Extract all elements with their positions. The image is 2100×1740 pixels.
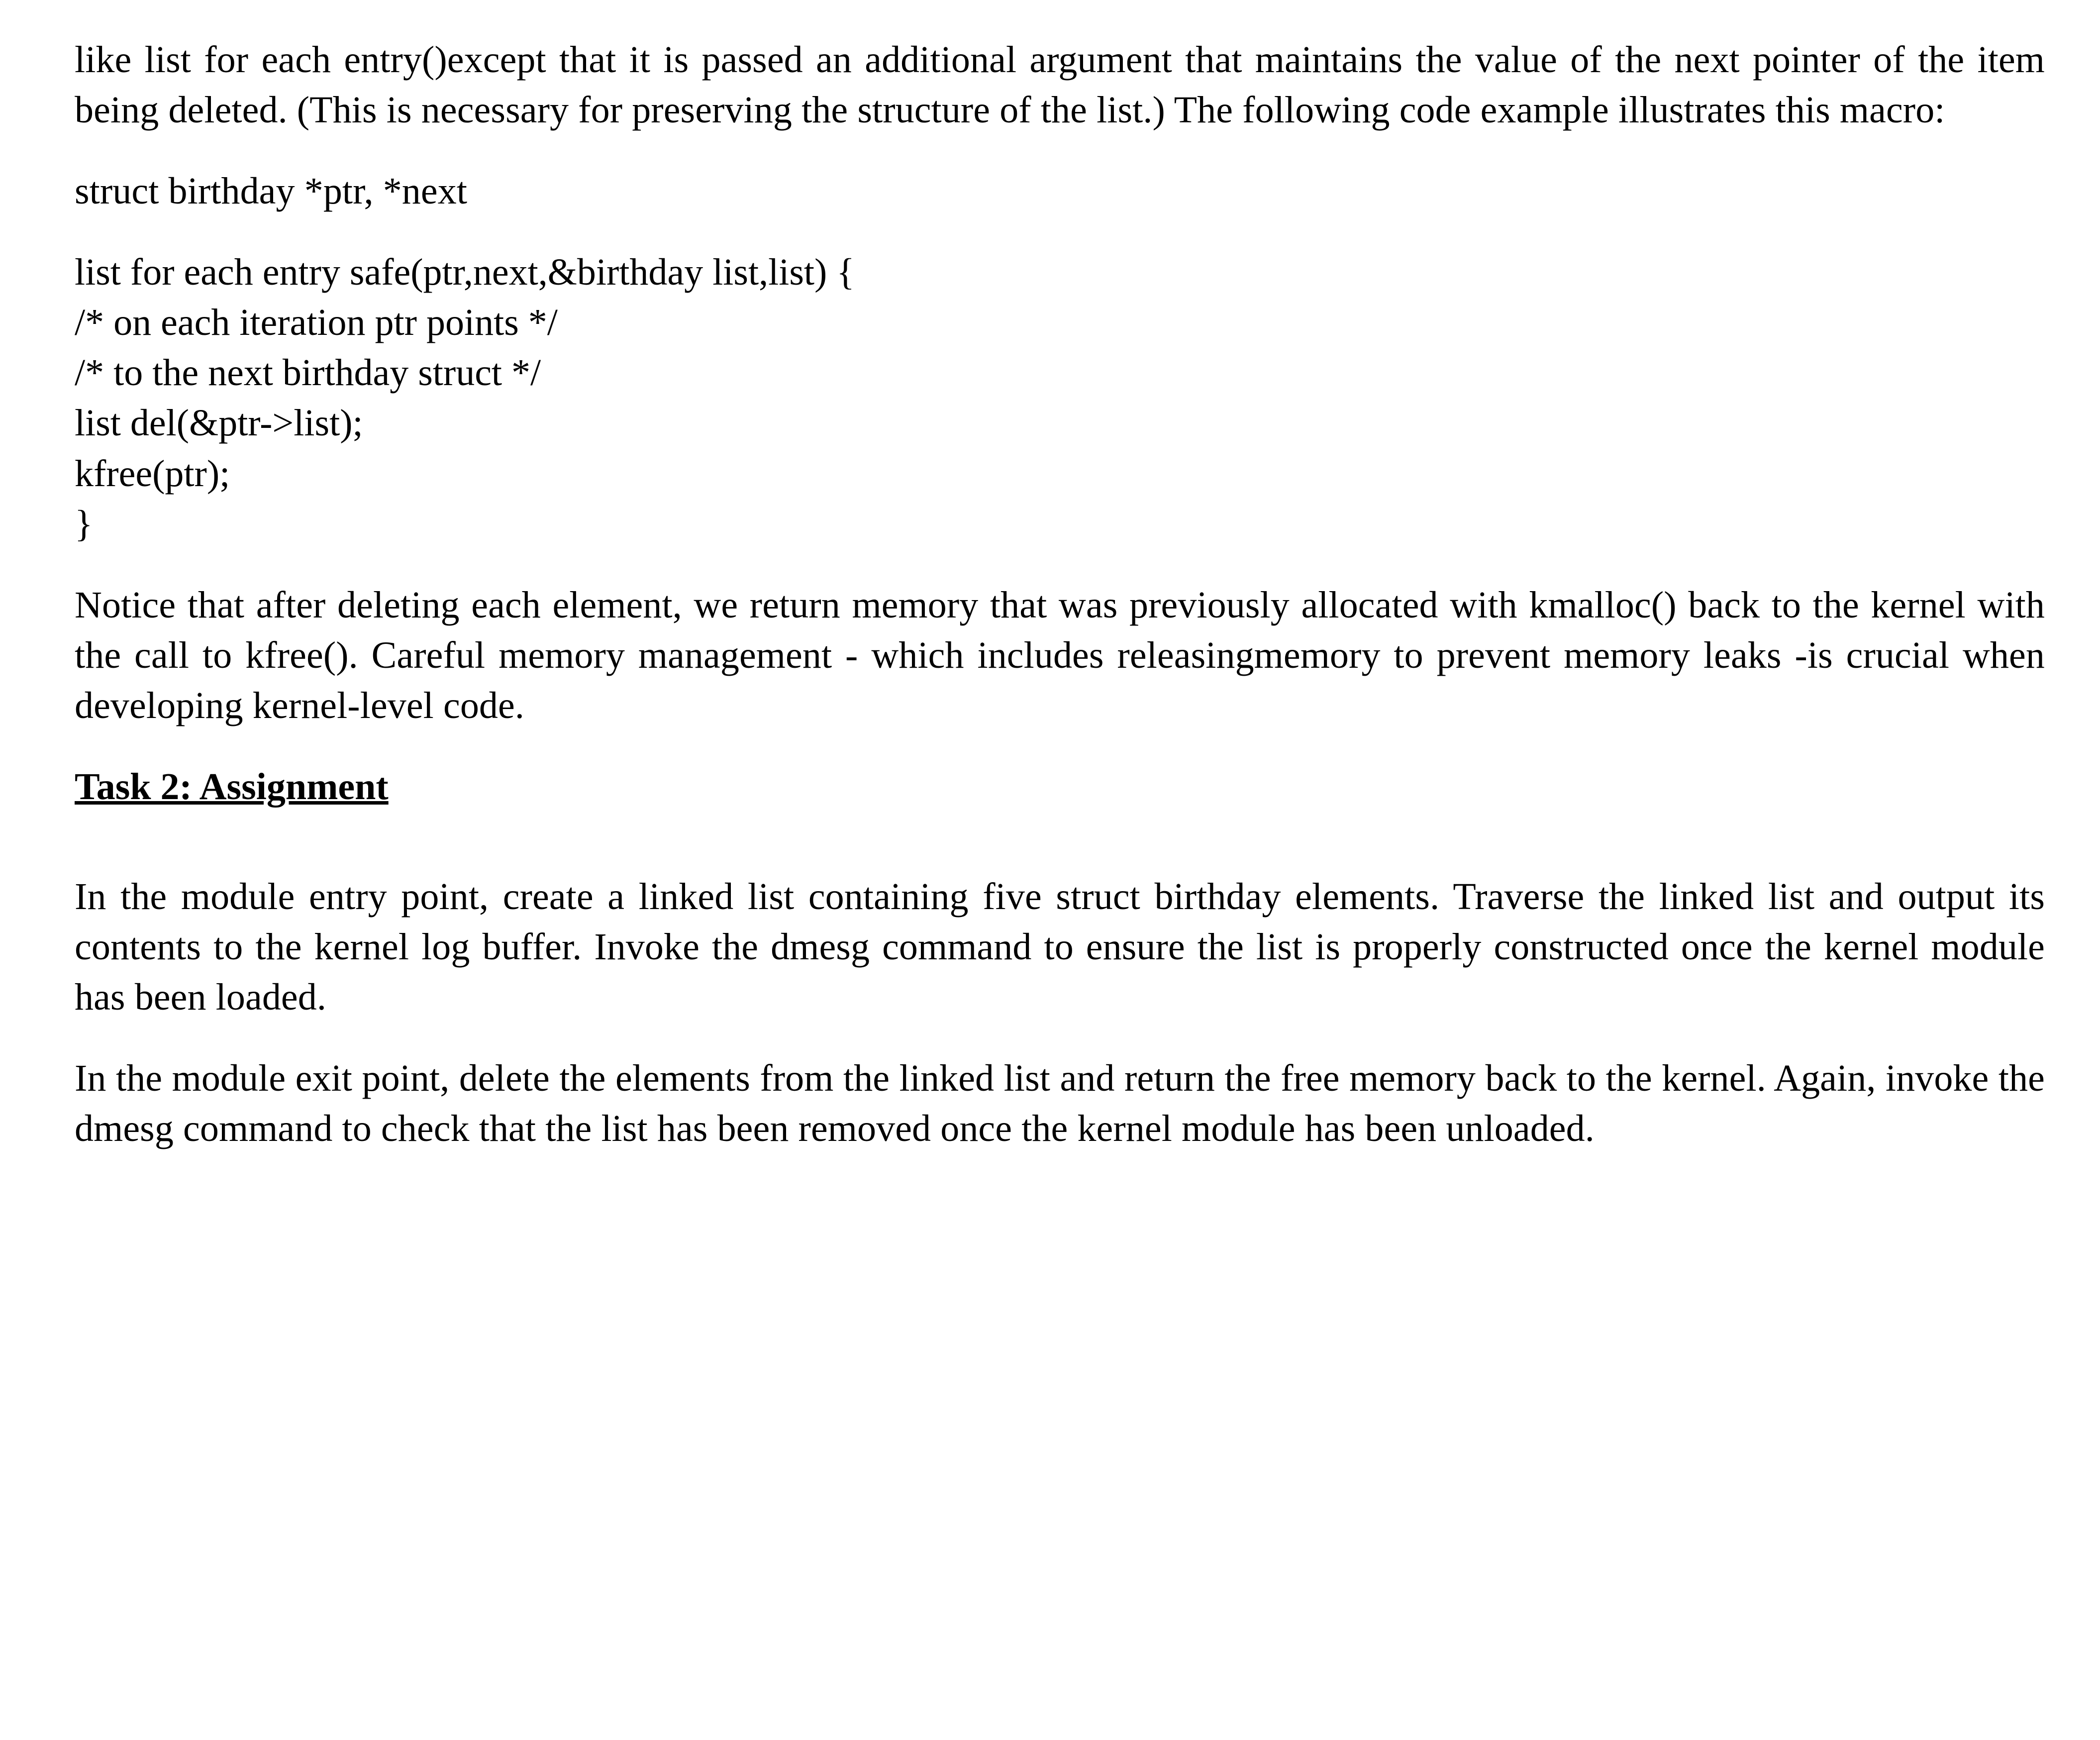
notice-paragraph: Notice that after deleting each element, we return memory that was previously allocated with kmalloc() back to the kernel with the call to kfree(). Careful memory management - which includes releasingmemory to prevent memory leaks -is crucial when developing kernel-level code. — [75, 584, 2045, 726]
section-heading-wrapper — [75, 762, 2045, 843]
struct-declaration-line: struct birthday *ptr, *next — [75, 170, 468, 212]
page-title: Task 2: Assignment — [75, 765, 389, 808]
code-line: kfree(ptr); — [75, 452, 230, 495]
assignment-exit-paragraph: In the module exit point, delete the elements from the linked list and return the free memory back to the kernel. Again, invoke the dmesg command to check that the list has been removed once the kernel module has been unloaded. — [75, 1057, 2045, 1150]
code-line: /* on each iteration ptr points */ — [75, 302, 558, 344]
code-line: list for each entry safe(ptr,next,&birthday list,list) { — [75, 251, 855, 294]
intro-paragraph: like list for each entry()except that it is passed an additional argument that maintains the value of the next pointer of the item being deleted. (This is necessary for preserving the structure of the list.) The following code example illustrates this macro: — [75, 39, 2045, 131]
assignment-entry-paragraph: In the module entry point, create a linked list containing five struct birthday elements. Traverse the linked list and output its contents to the kernel log buffer. Invoke the dmesg command to ensure the list is properly constructed once the kernel module has been loaded. — [75, 876, 2045, 1019]
document-content — [75, 35, 2045, 1154]
code-line: } — [75, 503, 93, 545]
code-line: /* to the next birthday struct */ — [75, 352, 541, 394]
code-line: list del(&ptr->list); — [75, 402, 363, 444]
code-block — [75, 247, 2045, 549]
